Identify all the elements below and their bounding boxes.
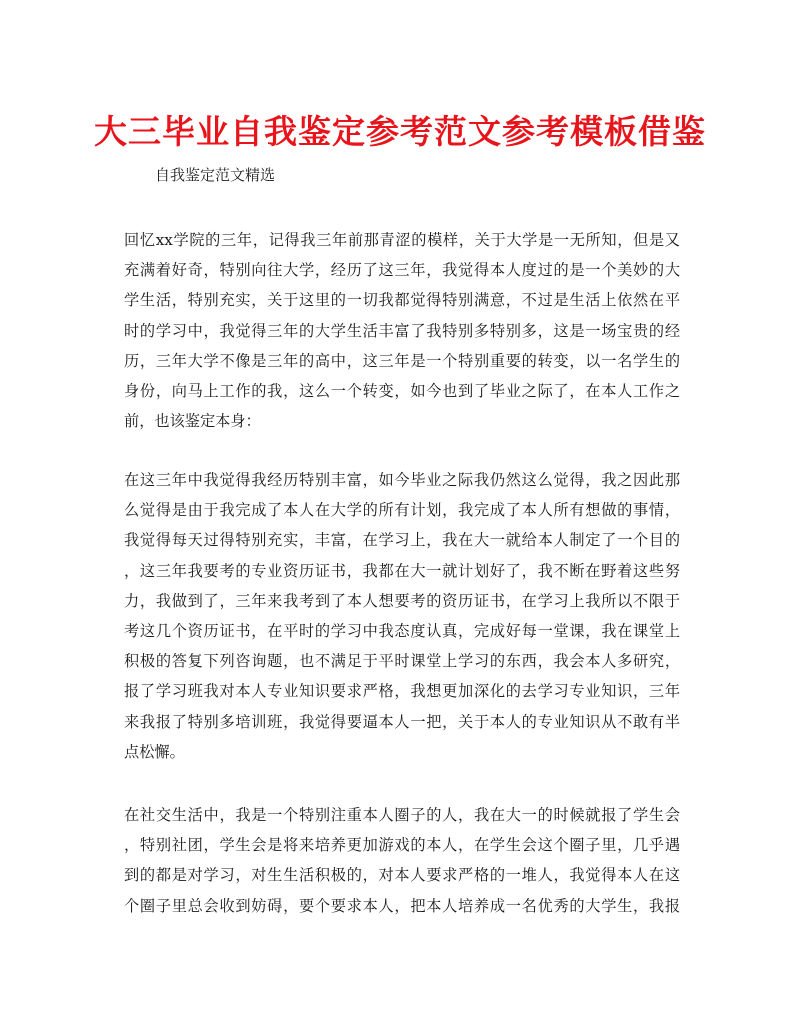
text-line: ，这三年我要考的专业资历证书，我都在大一就计划好了，我不断在野着这些努 — [124, 561, 680, 580]
text-line: 充满着好奇，特别向往大学，经历了这三年，我觉得本人度过的是一个美妙的大 — [124, 261, 680, 280]
document-title: 大三毕业自我鉴定参考范文参考模板借鉴 — [94, 112, 706, 151]
text-line: 时的学习中，我觉得三年的大学生活丰富了我特别多特别多，这是一场宝贵的经 — [124, 321, 680, 340]
text-line: 考这几个资历证书，在平时的学习中我态度认真，完成好每一堂课，我在课堂上 — [124, 622, 680, 641]
text-line: 积极的答复下列咨询题，也不满足于平时课堂上学习的东西，我会本人多研究， — [124, 652, 680, 671]
text-line: 报了学习班我对本人专业知识要求严格，我想更加深化的去学习专业知识，三年 — [124, 682, 680, 701]
text-line: 学生活，特别充实，关于这里的一切我都觉得特别满意，不过是生活上依然在平 — [124, 291, 680, 310]
paragraph-2 — [124, 465, 680, 767]
text-line: 在这三年中我觉得我经历特别丰富，如今毕业之际我仍然这么觉得，我之因此那 — [124, 471, 680, 489]
text-line: 个圈子里总会收到妨碍，要个要求本人，把本人培养成一名优秀的大学生，我报 — [124, 896, 680, 915]
text-line: 到的都是对学习，对生生活积极的，对本人要求严格的一堆人，我觉得本人在这 — [124, 866, 680, 885]
text-line: 前，也该鉴定本身： — [124, 412, 261, 431]
text-line: 力，我做到了，三年来我考到了本人想要考的资历证书，在学习上我所以不限于 — [124, 591, 680, 610]
text-line: 点松懈。 — [124, 742, 185, 761]
text-line: 我觉得每天过得特别充实，丰富，在学习上，我在大一就给本人制定了一个目的 — [124, 531, 680, 550]
document-subtitle: 自我鉴定范文精选 — [155, 166, 276, 184]
text-line: 来我报了特别多培训班，我觉得要逼本人一把，关于本人的专业知识从不敢有半 — [124, 712, 680, 731]
text-line: 身份，向马上工作的我，这么一个转变，如今也到了毕业之际了，在本人工作之 — [124, 382, 680, 401]
text-line: 回忆xx学院的三年，记得我三年前那青涩的模样，关于大学是一无所知，但是又 — [124, 231, 680, 249]
text-line: 历，三年大学不像是三年的高中，这三年是一个特别重要的转变，以一名学生的 — [124, 351, 680, 370]
paragraph-1 — [124, 225, 680, 436]
text-line: ，特别社团，学生会是将来培养更加游戏的本人，在学生会这个圈子里，几乎遇 — [124, 836, 680, 855]
paragraph-3 — [124, 800, 680, 921]
text-line: 在社交生活中，我是一个特别注重本人圈子的人，我在大一的时候就报了学生会 — [124, 806, 680, 824]
text-line: 么觉得是由于我完成了本人在大学的所有计划，我完成了本人所有想做的事情， — [124, 501, 680, 520]
